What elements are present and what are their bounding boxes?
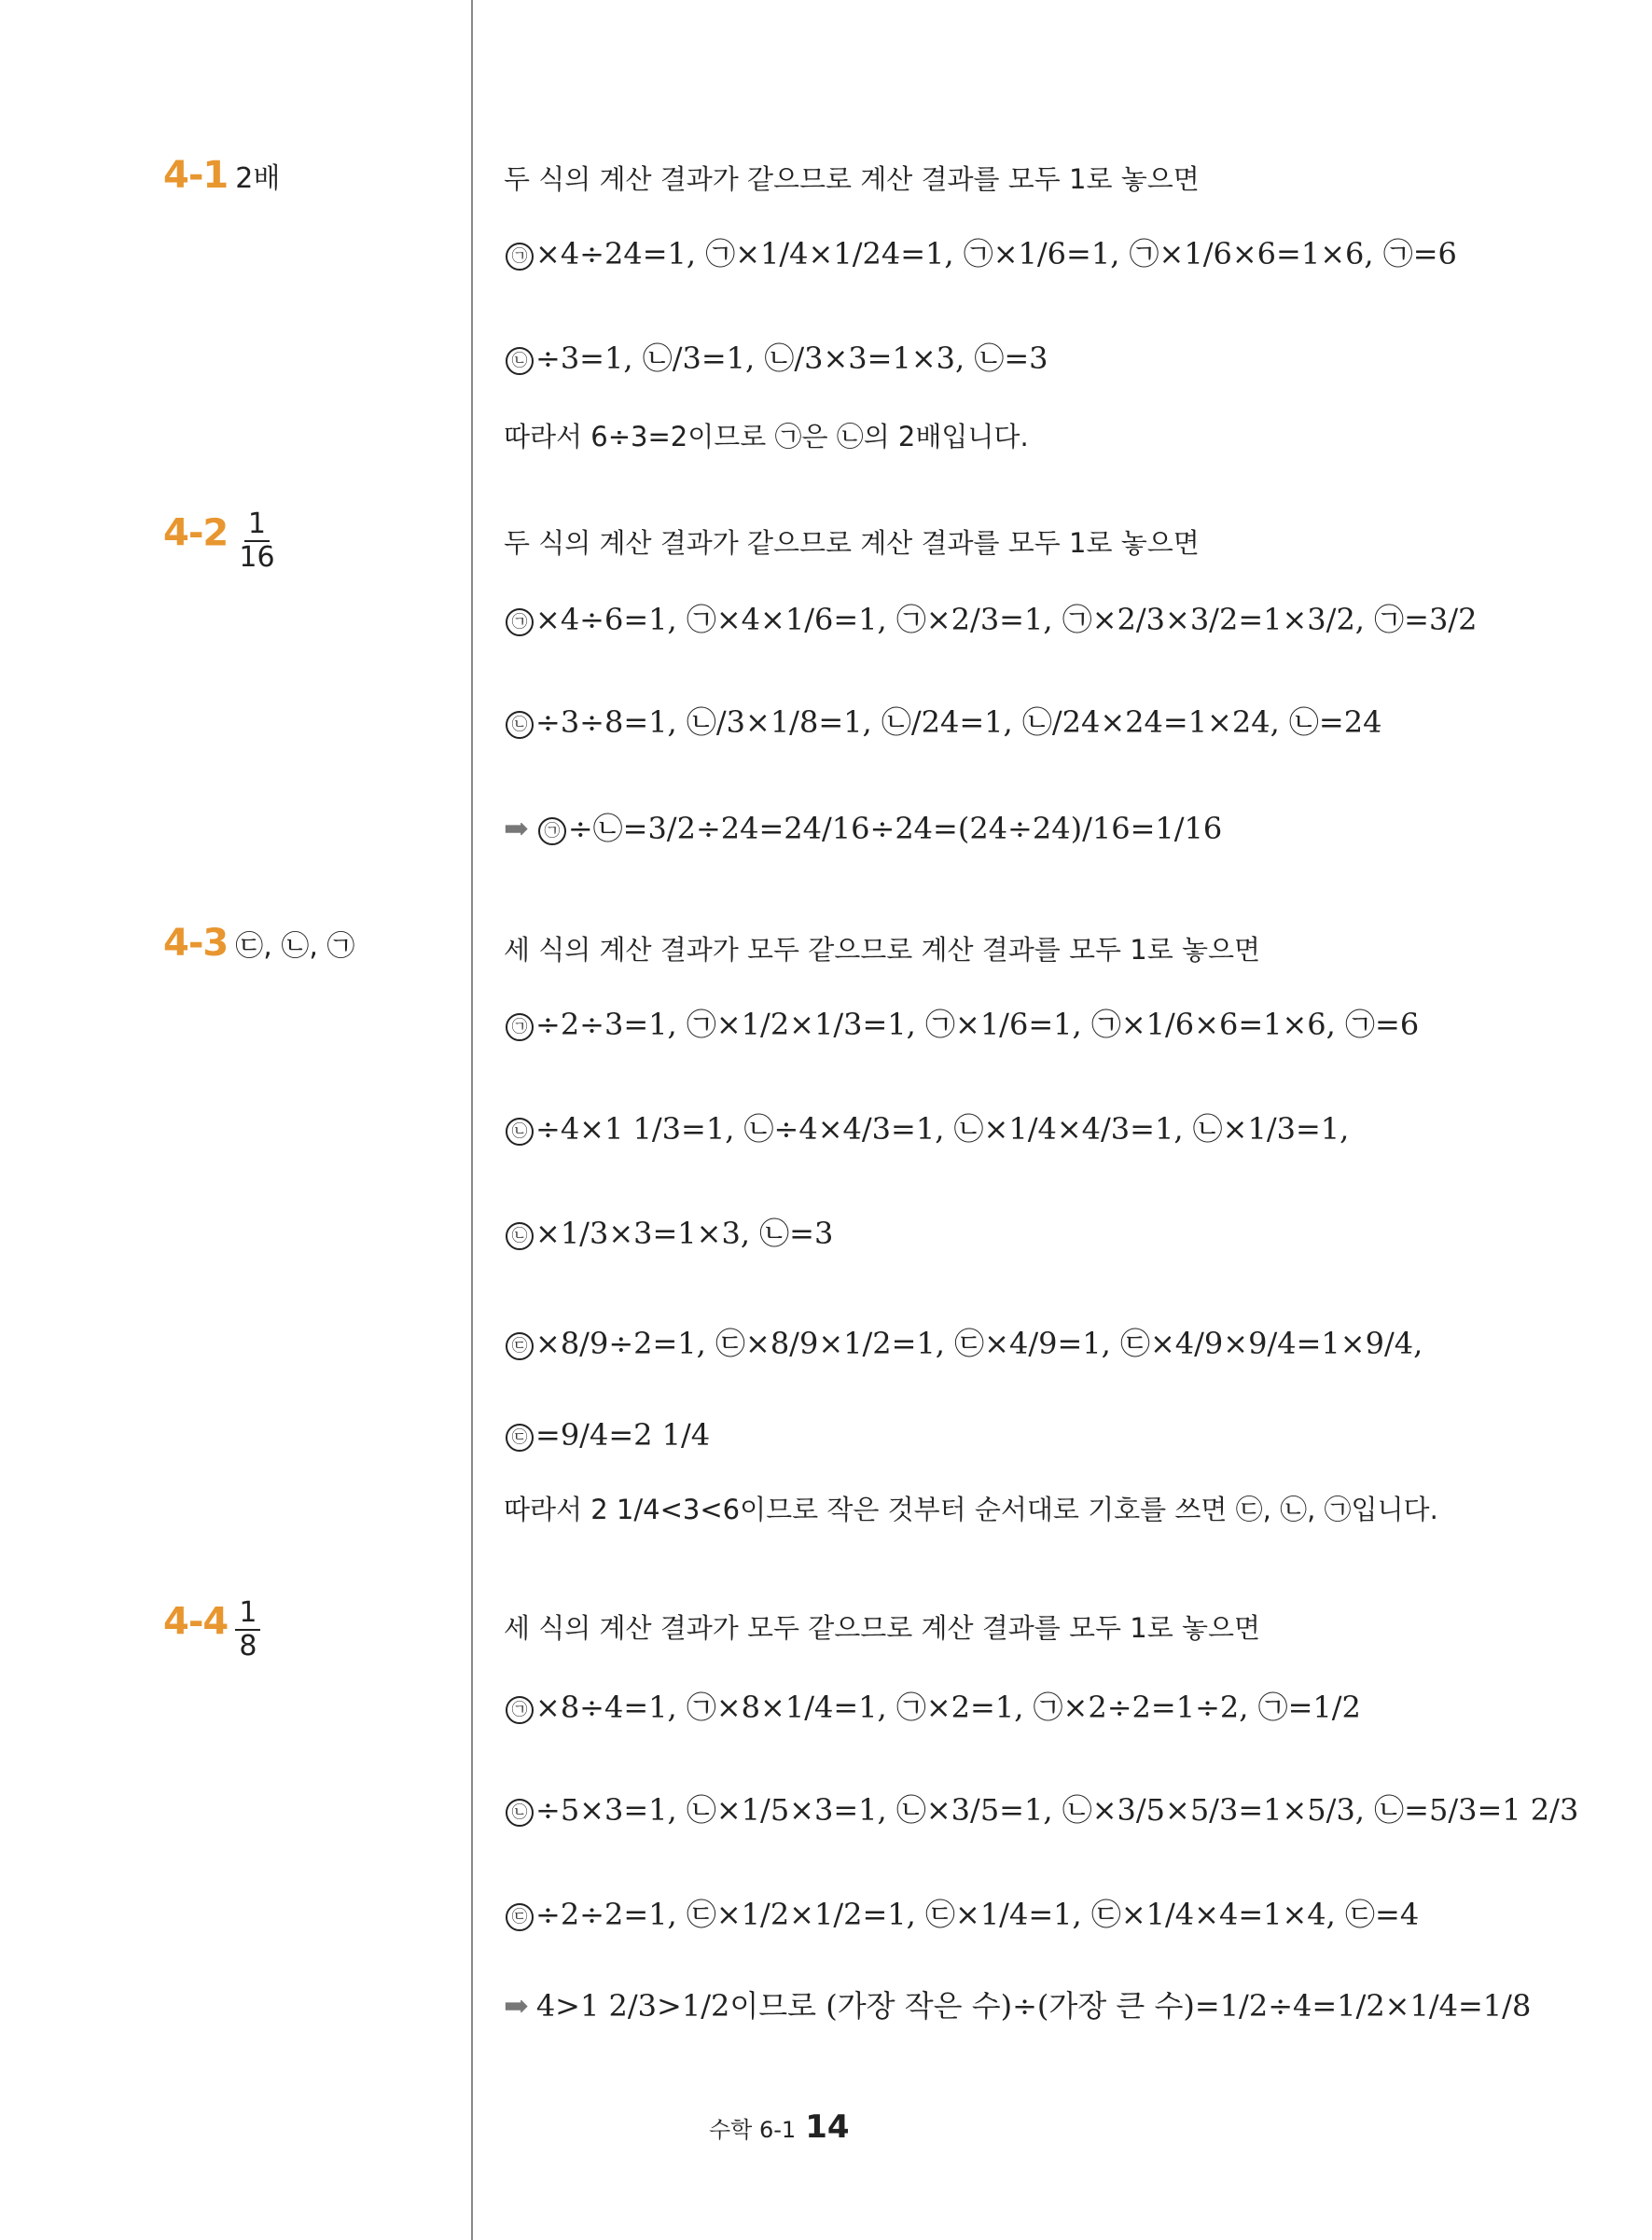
column-divider [471,0,473,2240]
solution-equation: ㉡ ÷5×3=1, ㉡×1/5×3=1, ㉡×3/5=1, ㉡×3/5×5/3=1×5/3, ㉡=5/3=1 2/3 [504,1791,1578,1829]
problem-answer: $\frac{1}{16}$ [239,508,275,574]
problem-number: 4-2 [163,511,229,555]
problem-4-4-header [163,1597,263,1663]
solution-intro: 세 식의 계산 결과가 모두 같으므로 계산 결과를 모두 1로 놓으면 [504,934,1260,966]
solution-equation: ㉠ ×8÷4=1, ㉠×8×1/4=1, ㉠×2=1, ㉠×2÷2=1÷2, ㉠=1/2 [504,1689,1361,1726]
solution-intro: 두 식의 계산 결과가 같으므로 계산 결과를 모두 1로 놓으면 [504,163,1200,195]
solution-equation: ㉠ ×4÷24=1, ㉠×1/4×1/24=1, ㉠×1/6=1, ㉠×1/6×6=1×6, ㉠=6 [504,235,1457,272]
solution-result: ➡ 4>1 2/3>1/2이므로 (가장 작은 수)÷(가장 큰 수)=1/2÷4=1/2×1/4=1/8 [504,1988,1532,2024]
problem-4-3-header [163,922,354,965]
solution-equation: ㉡ ÷3÷8=1, ㉡/3×1/8=1, ㉡/24=1, ㉡/24×24=1×24, ㉡=24 [504,703,1381,741]
solution-equation: ㉡ ÷4×1 1/3=1, ㉡÷4×4/3=1, ㉡×1/4×4/3=1, ㉡×1/3=1, [504,1110,1349,1148]
solution-equation: ㉢ ÷2÷2=1, ㉢×1/2×1/2=1, ㉢×1/4=1, ㉢×1/4×4=1×4, ㉢=4 [504,1896,1419,1933]
solution-conclusion: 따라서 6÷3=2이므로 ㉠은 ㉡의 2배입니다. [504,421,1029,452]
arrow-right-icon: ➡ [504,811,529,846]
solution-equation: ㉠ ÷2÷3=1, ㉠×1/2×1/3=1, ㉠×1/6=1, ㉠×1/6×6=1×6, ㉠=6 [504,1006,1419,1043]
problem-number: 4-4 [163,1600,229,1644]
problem-number: 4-1 [163,154,229,197]
solution-result: ➡ ㉠ ÷㉡=3/2÷24=24/16÷24=(24÷24)/16=1/16 [504,811,1223,846]
solution-equation: ㉠ ×4÷6=1, ㉠×4×1/6=1, ㉠×2/3=1, ㉠×2/3×3/2=1×3/2, ㉠=3/2 [504,601,1477,638]
arrow-right-icon: ➡ [504,1988,529,2024]
subject-label: 수학 6-1 [709,2117,797,2143]
solution-conclusion: 따라서 2 1/4<3<6이므로 작은 것부터 순서대로 기호를 쓰면 ㉢, ㉡, ㉠입니다. [504,1494,1438,1525]
problem-answer: ㉢, ㉡, ㉠ [235,930,355,963]
problem-answer: $\frac{1}{8}$ [235,1597,260,1663]
page-footer [709,2108,850,2146]
problem-4-2-header [163,508,282,574]
problem-4-1-header [163,154,280,197]
solution-equation: ㉢ =9/4=2 1/4 [504,1416,710,1454]
solution-equation: ㉢ ×8/9÷2=1, ㉢×8/9×1/2=1, ㉢×4/9=1, ㉢×4/9×9/4=1×9/4, [504,1325,1423,1362]
solution-equation: ㉡ ×1/3×3=1×3, ㉡=3 [504,1215,833,1252]
solution-intro: 세 식의 계산 결과가 모두 같으므로 계산 결과를 모두 1로 놓으면 [504,1612,1260,1644]
solution-intro: 두 식의 계산 결과가 같으므로 계산 결과를 모두 1로 놓으면 [504,527,1200,559]
solution-equation: ㉡ ÷3=1, ㉡/3=1, ㉡/3×3=1×3, ㉡=3 [504,340,1048,377]
problem-answer: 2배 [235,162,281,195]
problem-number: 4-3 [163,922,229,965]
page-number: 14 [805,2108,850,2146]
